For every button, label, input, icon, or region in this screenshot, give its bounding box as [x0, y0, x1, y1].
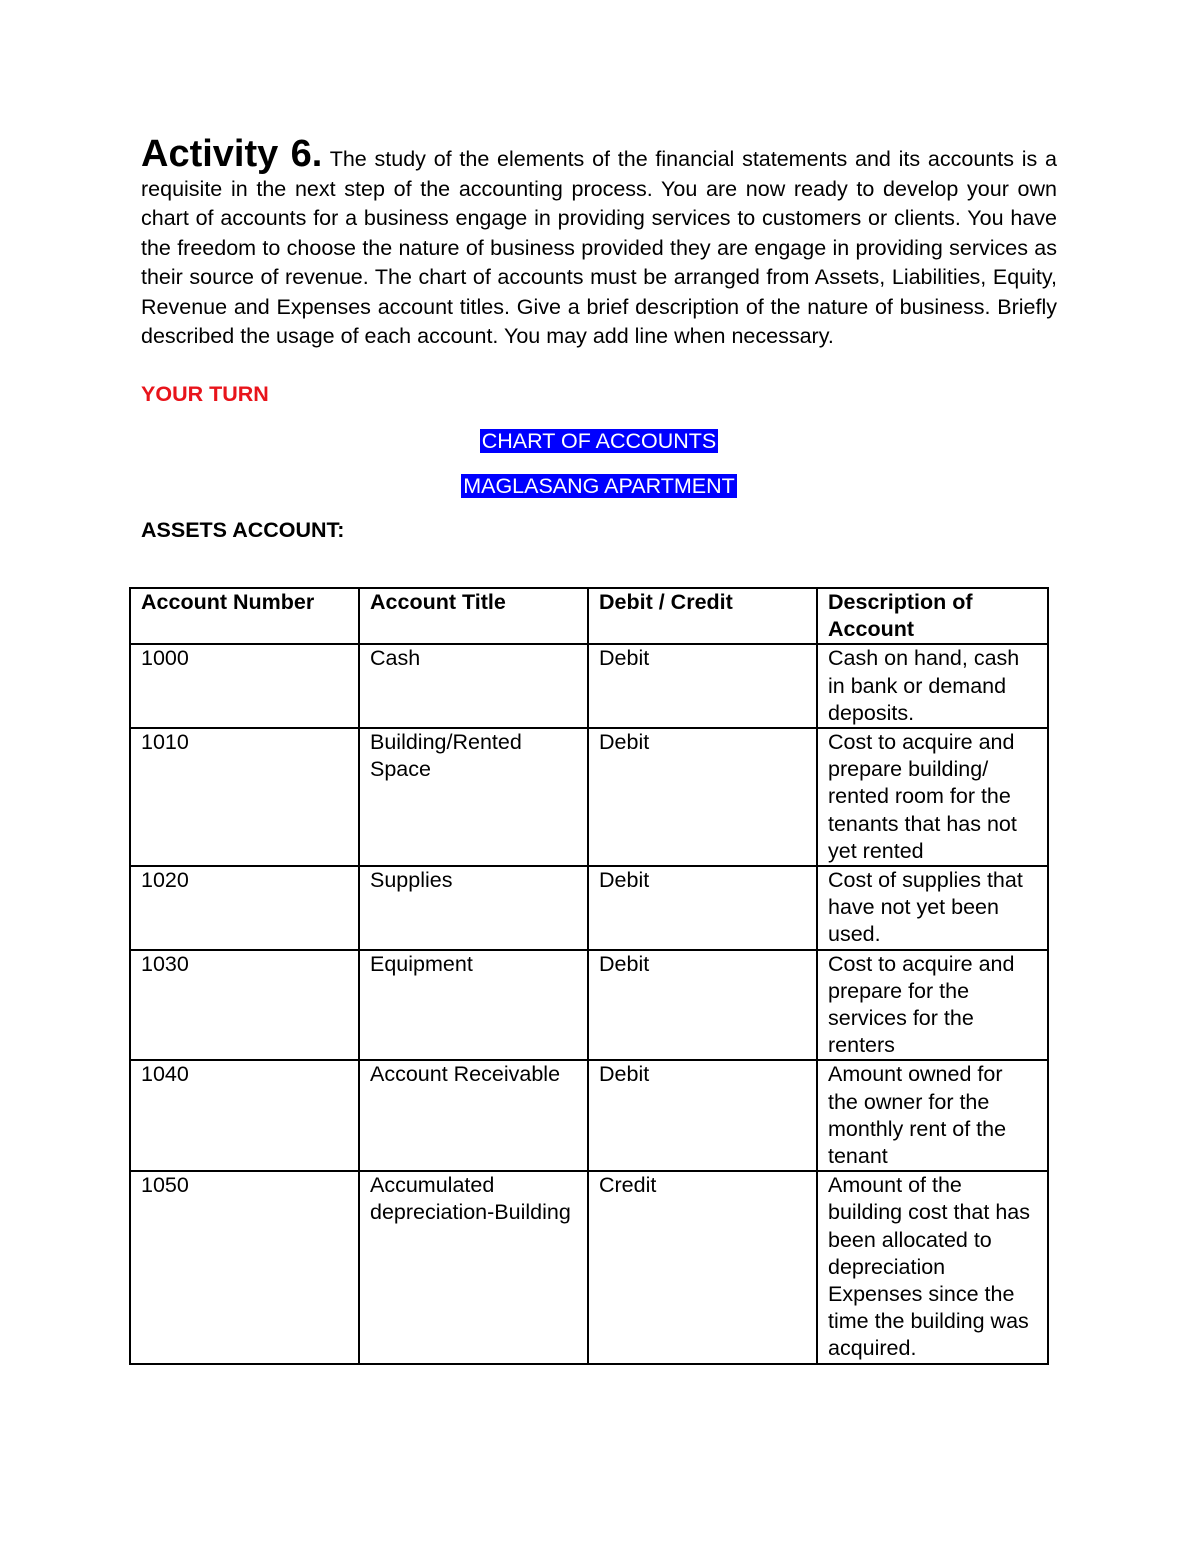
table-row	[130, 866, 1048, 950]
account-number: 1030	[130, 950, 359, 1061]
account-description: Cost to acquire and prepare for the services for the renters	[817, 950, 1048, 1061]
account-title: Cash	[359, 644, 588, 728]
table-row	[130, 950, 1048, 1061]
account-title: Accumulated depreciation-Building	[359, 1171, 588, 1363]
account-description: Cost to acquire and prepare building/ rented room for the tenants that has not yet rented	[817, 728, 1048, 866]
table-header-row	[130, 588, 1048, 644]
table-row	[130, 1060, 1048, 1171]
account-number: 1010	[130, 728, 359, 866]
debit-credit: Debit	[588, 728, 817, 866]
debit-credit: Debit	[588, 1060, 817, 1171]
activity-body: The study of the elements of the financial statements and its accounts is a requisite in the next step of the accounting process. You are now ready to develop your own chart of accounts for a business engage in providing services to customers or clients. You have the freedom to choose the nature of business provided they are engage in providing services as their source of revenue. The chart of accounts must be arranged from Assets, Liabilities, Equity, Revenue and Expenses account titles. Give a brief description of the nature of business. Briefly described the usage of each account. You may add line when necessary.	[141, 147, 1057, 348]
your-turn-label: YOUR TURN	[141, 381, 269, 406]
account-description: Amount of the building cost that has been allocated to depreciation Expenses since the time the building was acquired.	[817, 1171, 1048, 1363]
account-description: Cash on hand, cash in bank or demand deposits.	[817, 644, 1048, 728]
account-number: 1020	[130, 866, 359, 950]
header-account-number: Account Number	[130, 588, 359, 644]
header-description: Description of Account	[817, 588, 1048, 644]
header-debit-credit: Debit / Credit	[588, 588, 817, 644]
debit-credit: Debit	[588, 644, 817, 728]
account-description: Amount owned for the owner for the monthly rent of the tenant	[817, 1060, 1048, 1171]
business-name: MAGLASANG APARTMENT	[463, 473, 735, 498]
table-row	[130, 1171, 1048, 1363]
table-row	[130, 728, 1048, 866]
assets-section-heading: ASSETS ACCOUNT:	[141, 517, 345, 542]
activity-paragraph	[141, 133, 1057, 352]
account-number: 1050	[130, 1171, 359, 1363]
chart-of-accounts-table	[129, 587, 1049, 1365]
account-description: Cost of supplies that have not yet been used.	[817, 866, 1048, 950]
chart-title-line	[141, 427, 1057, 456]
account-title: Building/Rented Space	[359, 728, 588, 866]
chart-title: CHART OF ACCOUNTS	[481, 428, 717, 453]
table-row	[130, 644, 1048, 728]
business-name-line	[141, 472, 1057, 501]
activity-title: Activity 6.	[141, 133, 323, 175]
account-title: Equipment	[359, 950, 588, 1061]
debit-credit: Debit	[588, 866, 817, 950]
account-title: Account Receivable	[359, 1060, 588, 1171]
debit-credit: Credit	[588, 1171, 817, 1363]
account-number: 1000	[130, 644, 359, 728]
account-title: Supplies	[359, 866, 588, 950]
document-page	[141, 133, 1057, 543]
header-account-title: Account Title	[359, 588, 588, 644]
debit-credit: Debit	[588, 950, 817, 1061]
account-number: 1040	[130, 1060, 359, 1171]
